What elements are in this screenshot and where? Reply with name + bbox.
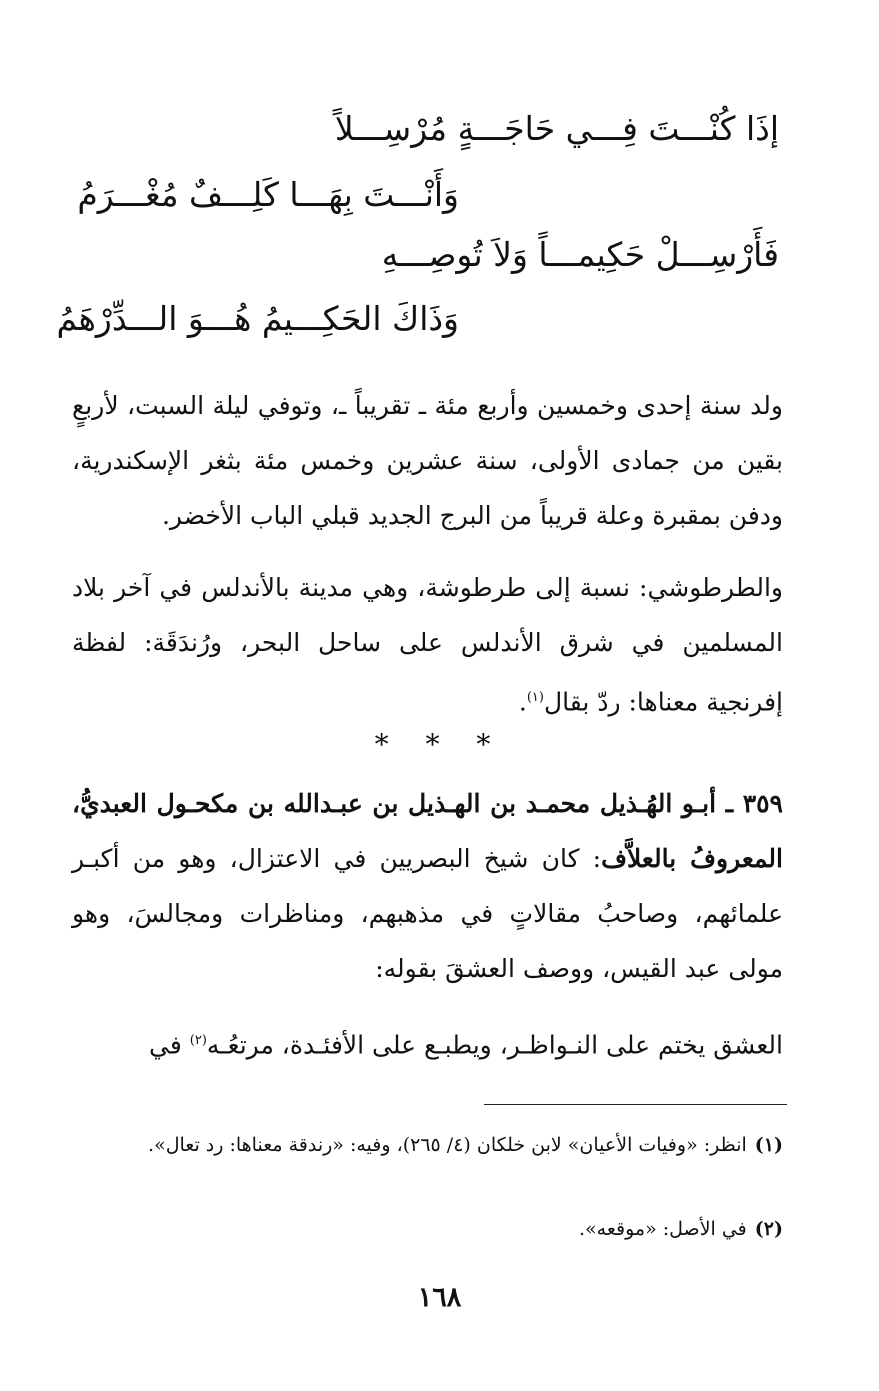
footnote-ref-2: (٢) [189,1033,207,1048]
footnote-2-number: (٢) [754,1218,783,1240]
footnote-2 [72,1210,783,1248]
love-text: العشق يختم على النـواظـر، ويطبـع على الأفئـدة، مرتعُـه [206,1030,783,1060]
love-text-end: في [149,1030,190,1060]
section-separator: * * * [374,728,505,761]
verse-line-4: وَذَاكَ الحَكِـــيمُ هُـــوَ الـــدِّرْهَمُ [56,299,459,338]
footnote-2-text: في الأصل: «موقعه». [579,1218,747,1240]
birth-death-paragraph: ولد سنة إحدى وخمسين وأربع مئة ـ تقريباً ـ، وتوفي ليلة السبت، لأربعٍ بقين من جمادى الأولى، سنة عشرين وخمس مئة بثغر الإسكندرية، ودفن بمقبرة وعلة قريباً من البرج الجديد قبلي الباب الأخضر. [72,391,783,530]
entry-paragraph [72,776,783,996]
verse-line-2: وَأَنْـــتَ بِهَـــا كَلِـــفٌ مُغْـــرَمُ [77,175,459,214]
footnote-1-number: (١) [754,1134,783,1156]
verse-line-3: فَأَرْسِـــلْ حَكِيمـــاً وَلاَ تُوصِـــهِ [381,235,779,274]
entry-heading: ٣٥٩ ـ أبـو الهُـذيل محمـد بن الهـذيل بن عبـدالله بن مكحـول العبديُّ، المعروفُ بالعلاَّف [72,789,783,873]
footnote-divider [484,1104,787,1105]
nisba-text: والطرطوشي: نسبة إلى طرطوشة، وهي مدينة بالأندلس في آخر بلاد المسلمين في شرق الأندلس على ساحل البحر، ورُندَقَة: لفظة إفرنجية معناها: ردّ بقال [72,573,783,717]
footnote-1 [72,1126,783,1164]
nisba-end: . [518,687,527,717]
verse-line-1: إذَا كُنْـــتَ فِـــي حَاجَـــةٍ مُرْسِـــلاً [334,109,779,148]
love-paragraph [72,1013,783,1072]
footnote-ref-1: (١) [526,690,544,705]
footnote-1-text: انظر: «وفيات الأعيان» لابن خلكان (٤/ ٢٦٥)، وفيه: «رندقة معناها: رد تعال». [148,1134,747,1156]
page-number: ١٦٨ [417,1282,462,1313]
nisba-paragraph [72,560,783,729]
entry-body: : كان شيخ البصريين في الاعتزال، وهو من أكبـر علمائهم، وصاحبُ مقالاتٍ في مذهبهم، ومناظرات ومجالسَ، وهو مولى عبد القيس، ووصف العشقَ بقوله: [72,844,783,983]
